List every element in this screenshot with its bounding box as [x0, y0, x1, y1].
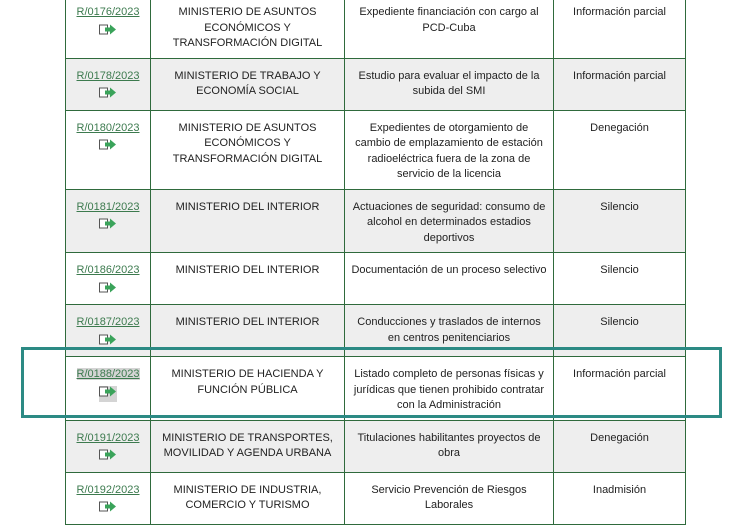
document-arrow-icon[interactable] [99, 449, 117, 466]
reference-link[interactable]: R/0178/2023 [76, 69, 140, 82]
ministry-cell: MINISTERIO DE ASUNTOS ECONÓMICOS Y TRANSFORMACIÓN DIGITAL [151, 110, 345, 189]
reference-link[interactable]: R/0181/2023 [76, 200, 140, 213]
result-cell: Denegación [554, 420, 686, 472]
table-row [66, 305, 686, 357]
result-cell: Denegación [554, 110, 686, 189]
ministry-cell: MINISTERIO DEL INTERIOR [151, 253, 345, 305]
table-row [66, 110, 686, 189]
result-cell: Silencio [554, 189, 686, 253]
table-row [66, 420, 686, 472]
document-arrow-icon[interactable] [99, 282, 117, 299]
subject-cell: Documentación de un proceso selectivo [345, 253, 554, 305]
result-cell: Información parcial [554, 58, 686, 110]
subject-cell: Expedientes de otorgamiento de cambio de emplazamiento de estación radioeléctrica fuera de la zona de servicio de la licencia [345, 110, 554, 189]
ministry-cell: MINISTERIO DE ASUNTOS ECONÓMICOS Y TRANSFORMACIÓN DIGITAL [151, 0, 345, 58]
result-cell: Información parcial [554, 357, 686, 421]
subject-cell: Servicio Prevención de Riesgos Laborales [345, 472, 554, 524]
reference-link[interactable]: R/0180/2023 [76, 121, 140, 134]
table-row [66, 58, 686, 110]
reference-cell [66, 305, 151, 357]
ministry-cell: MINISTERIO DE TRANSPORTES, MOVILIDAD Y AGENDA URBANA [151, 420, 345, 472]
table-row [66, 189, 686, 253]
subject-cell: Listado completo de personas físicas y jurídicas que tienen prohibido contratar con la Administración [345, 357, 554, 421]
reference-link[interactable]: R/0192/2023 [76, 483, 140, 496]
ministry-cell: MINISTERIO DE HACIENDA Y FUNCIÓN PÚBLICA [151, 357, 345, 421]
document-arrow-icon[interactable] [99, 24, 117, 41]
reference-link[interactable]: R/0176/2023 [76, 6, 140, 18]
subject-cell: Actuaciones de seguridad: consumo de alcohol en determinados estadios deportivos [345, 189, 554, 253]
subject-cell: Expediente financiación con cargo al PCD-Cuba [345, 0, 554, 58]
subject-cell: Estudio para evaluar el impacto de la subida del SMI [345, 58, 554, 110]
document-arrow-icon[interactable] [99, 87, 117, 104]
table-row [66, 357, 686, 421]
reference-cell [66, 253, 151, 305]
document-arrow-icon[interactable] [99, 501, 117, 518]
reference-cell [66, 472, 151, 524]
reference-link[interactable]: R/0187/2023 [76, 316, 140, 328]
reference-link[interactable]: R/0191/2023 [76, 431, 140, 444]
resolutions-table [65, 0, 686, 525]
result-cell: Información parcial [554, 0, 686, 58]
reference-link[interactable]: R/0188/2023 [76, 368, 140, 380]
table-row [66, 253, 686, 305]
reference-link[interactable]: R/0186/2023 [76, 264, 140, 276]
reference-cell [66, 110, 151, 189]
subject-cell: Titulaciones habilitantes proyectos de obra [345, 420, 554, 472]
reference-cell [66, 189, 151, 253]
document-arrow-icon[interactable] [99, 139, 117, 156]
subject-cell: Conducciones y traslados de internos en centros penitenciarios [345, 305, 554, 357]
resolutions-table-body [66, 0, 686, 524]
table-row [66, 0, 686, 58]
ministry-cell: MINISTERIO DEL INTERIOR [151, 189, 345, 253]
document-arrow-icon[interactable] [99, 386, 117, 403]
reference-cell [66, 420, 151, 472]
document-arrow-icon[interactable] [99, 334, 117, 351]
table-row [66, 472, 686, 524]
reference-cell [66, 0, 151, 58]
result-cell: Silencio [554, 253, 686, 305]
result-cell: Silencio [554, 305, 686, 357]
ministry-cell: MINISTERIO DE INDUSTRIA, COMERCIO Y TURISMO [151, 472, 345, 524]
reference-cell [66, 58, 151, 110]
ministry-cell: MINISTERIO DE TRABAJO Y ECONOMÍA SOCIAL [151, 58, 345, 110]
document-arrow-icon[interactable] [99, 218, 117, 235]
ministry-cell: MINISTERIO DEL INTERIOR [151, 305, 345, 357]
result-cell: Inadmisión [554, 472, 686, 524]
reference-cell [66, 357, 151, 421]
